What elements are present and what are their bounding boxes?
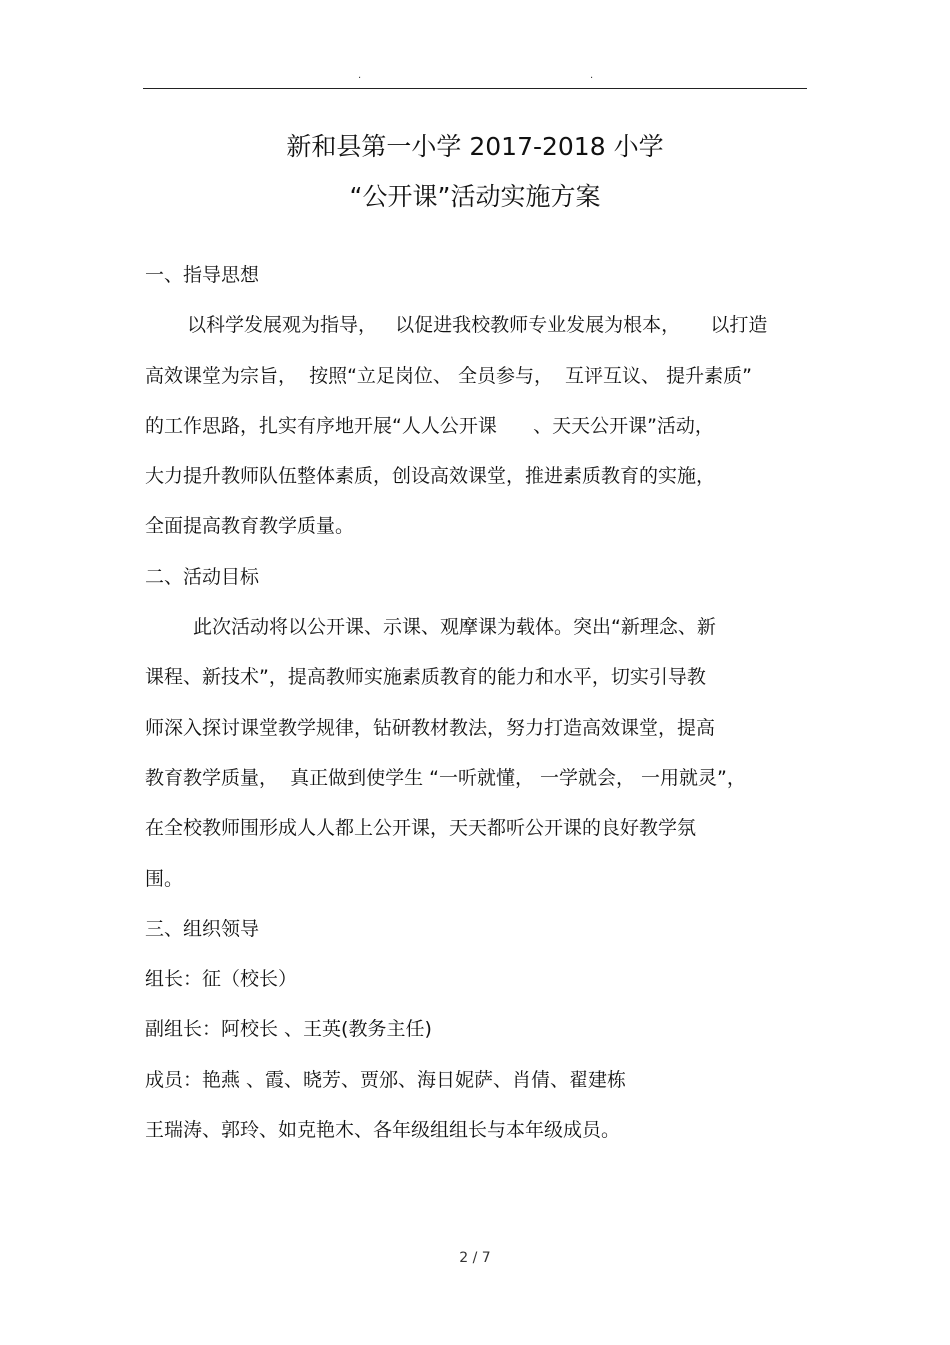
title-block xyxy=(0,122,950,222)
section-heading-guiding-ideology: 一、指导思想 xyxy=(145,264,260,286)
paragraph-line: 教育教学质量， 真正做到使学生 “一听就懂， 一学就会， 一用就灵”， xyxy=(145,766,746,789)
members-line-continued: 王瑞涛、郭玲、如克艳木、各年级组组长与本年级成员。 xyxy=(145,1119,621,1142)
section-heading-organization: 三、组织领导 xyxy=(145,917,260,940)
paragraph-line: 在全校教师围形成人人都上公开课，天天都听公开课的良好教学氛 xyxy=(145,817,697,840)
header-dots xyxy=(0,70,950,82)
section-heading-activity-goals: 二、活动目标 xyxy=(145,565,260,588)
paragraph-line: 师深入探讨课堂教学规律，钻研教材教法，努力打造高效课堂，提高 xyxy=(145,716,716,739)
header-rule xyxy=(143,88,807,89)
team-leader-line: 组长：征（校长） xyxy=(145,968,298,991)
paragraph-line: 此次活动将以公开课、示课、观摩课为载体。突出“新理念、新 xyxy=(187,616,716,639)
members-line: 成员：艳燕 、霞、晓芳、贾邠、海日妮萨、肖倩、翟建栋 xyxy=(145,1068,627,1091)
page-number: 2 / 7 xyxy=(459,1250,491,1266)
document-body xyxy=(145,250,815,1155)
paragraph-line: 的工作思路，扎实有序地开展“人人公开课 、天天公开课”活动， xyxy=(145,414,714,437)
paragraph-line: 全面提高教育教学质量。 xyxy=(145,515,355,538)
paragraph-line: 以科学发展观为指导， 以促进我校教师专业发展为根本， 以打造 xyxy=(187,314,768,337)
paragraph-line: 高效课堂为宗旨， 按照“立足岗位、 全员参与， 互评互议、 提升素质” xyxy=(145,364,752,387)
header-dot-right: . xyxy=(590,70,594,81)
title-line-1: 新和县第一小学 2017-2018 小学 xyxy=(286,132,664,161)
paragraph-line: 大力提升教师队伍整体素质，创设高效课堂，推进素质教育的实施， xyxy=(145,465,716,488)
paragraph-line: 围。 xyxy=(145,867,184,890)
header-dot-left: . xyxy=(358,70,362,81)
deputy-leader-line: 副组长：阿校长 、王英(教务主任) xyxy=(145,1018,432,1041)
title-line-2: “公开课”活动实施方案 xyxy=(349,182,601,211)
paragraph-line: 课程、新技术”，提高教师实施素质教育的能力和水平，切实引导教 xyxy=(145,666,706,689)
